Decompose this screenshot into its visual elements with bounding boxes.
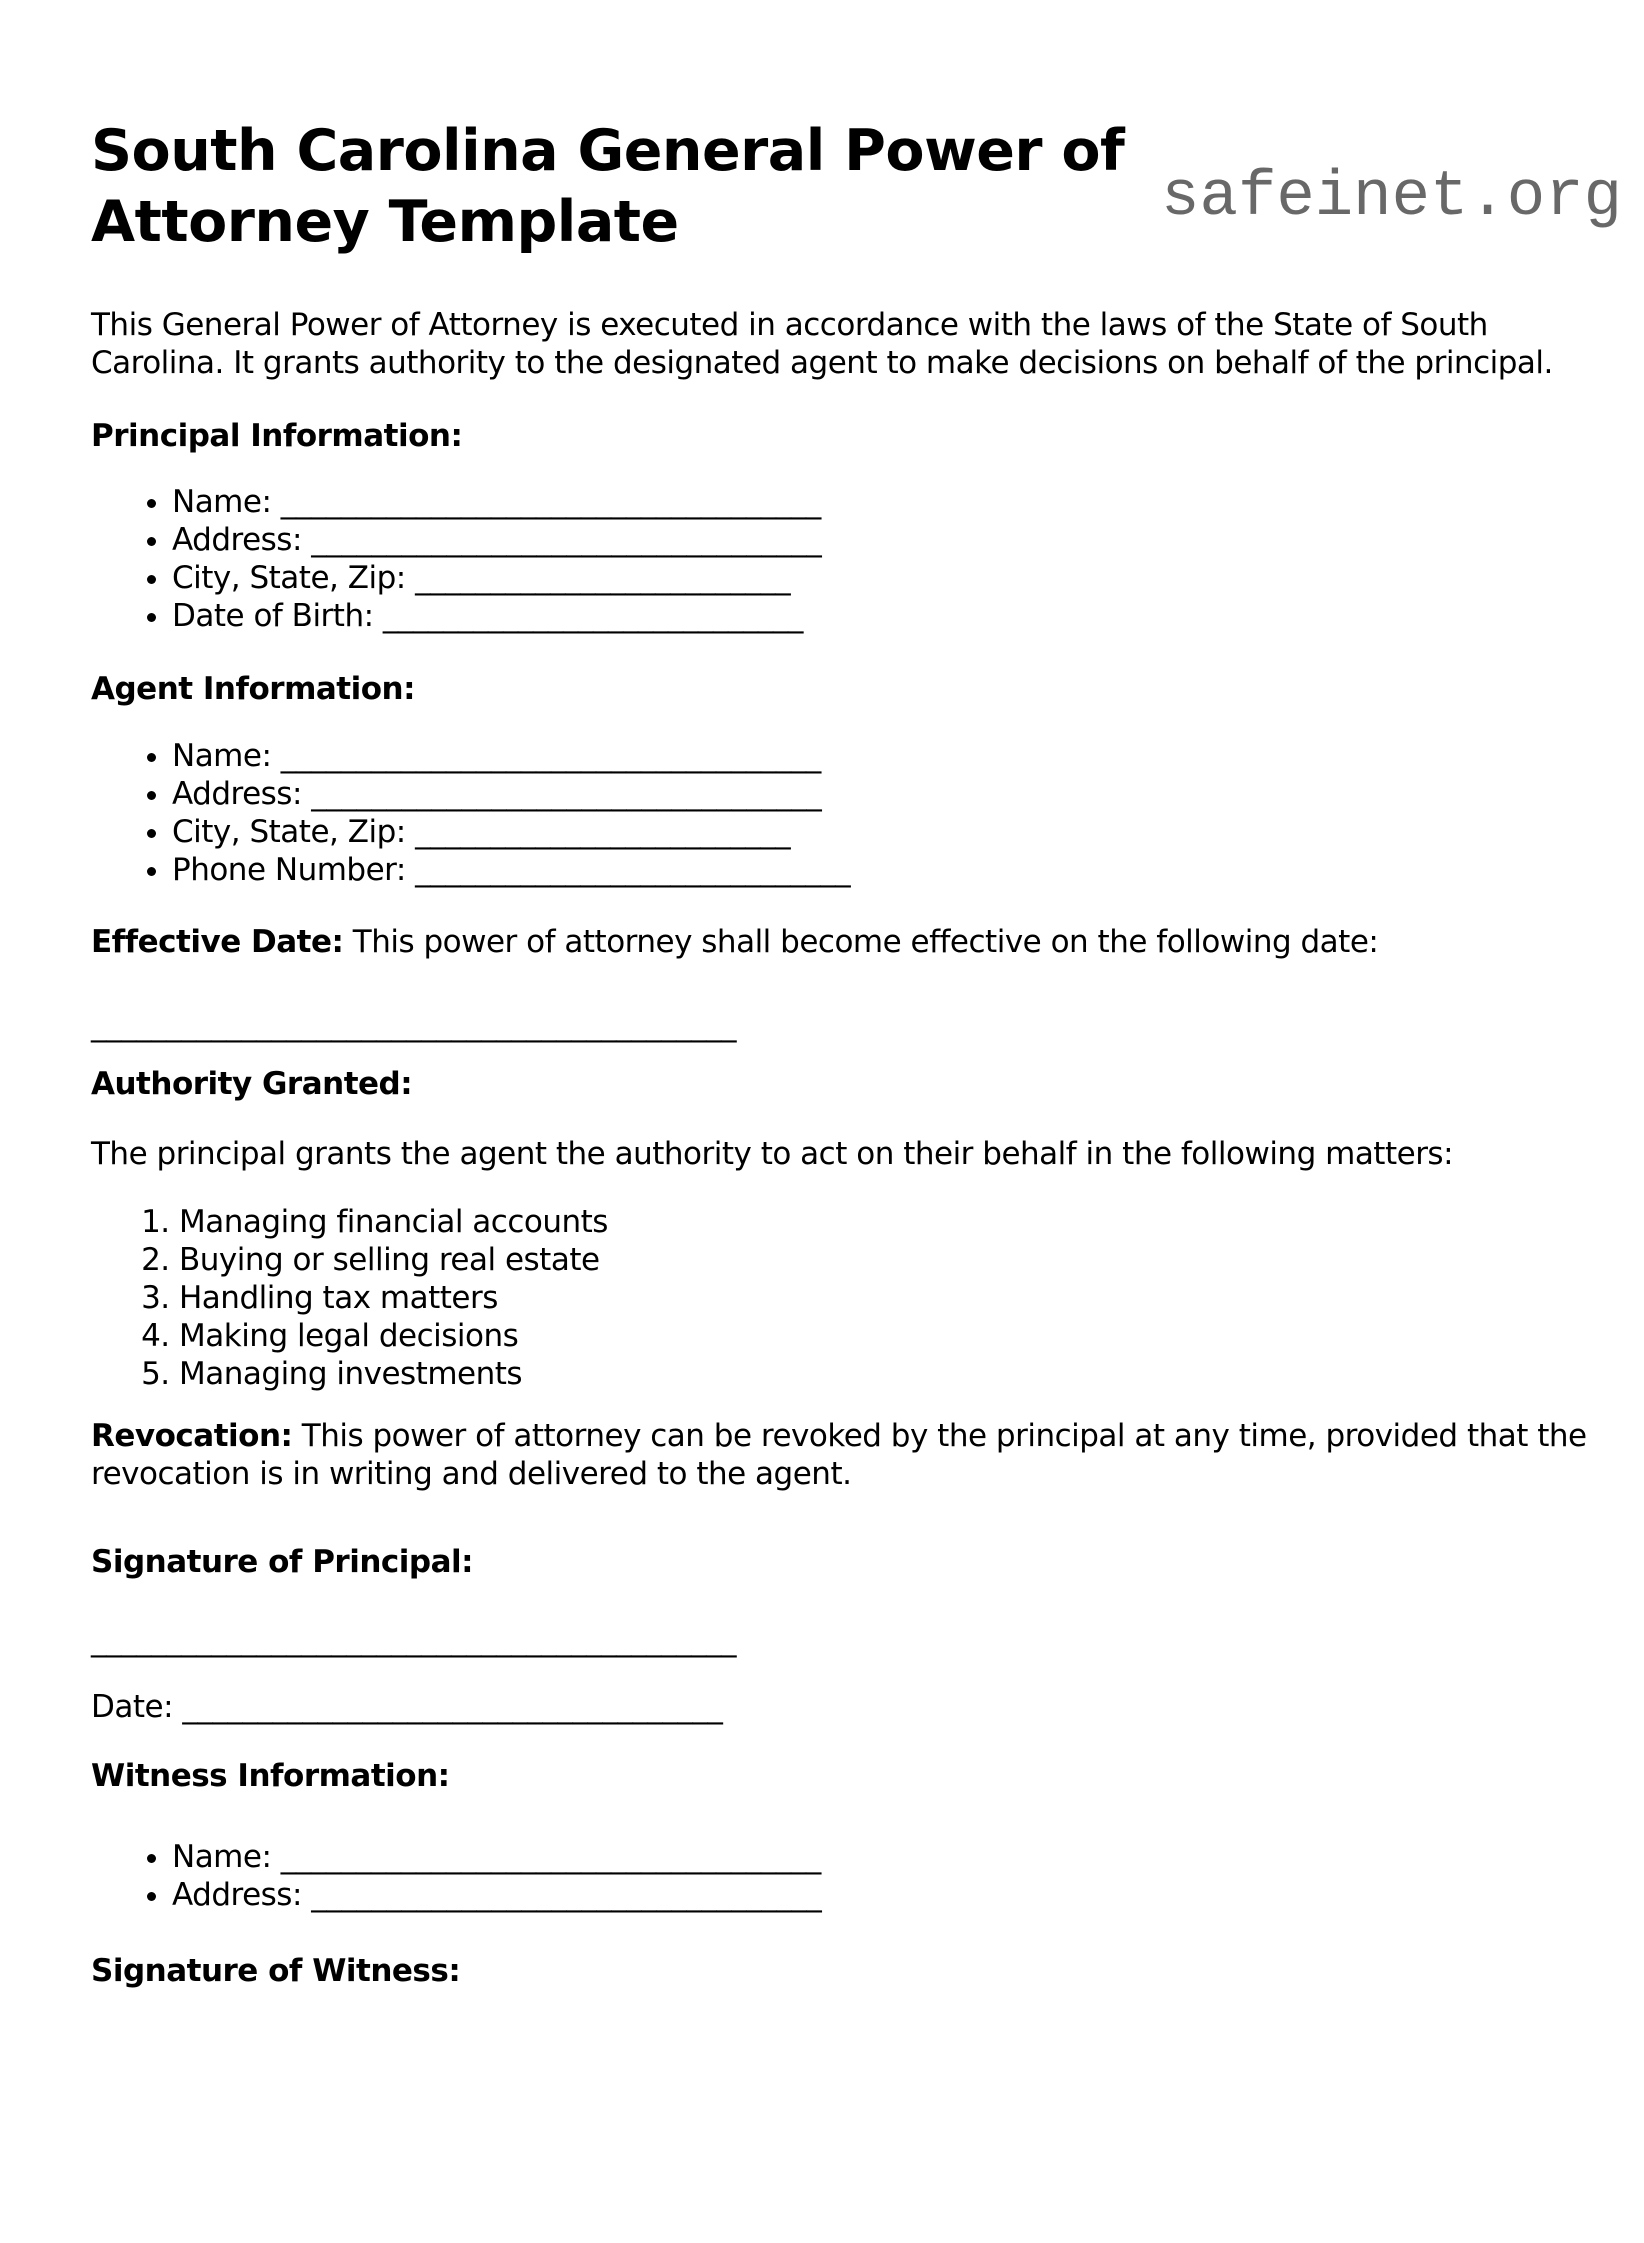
field-label: Name: [172, 1839, 272, 1875]
revocation-text: This power of attorney can be revoked by the principal at any time, provided that the revocation is in writing and delivered to the agent. [91, 1418, 1587, 1492]
field-blank: _________________________ [415, 560, 791, 596]
principal-signature-blank-line: ___________________________________________ [91, 1622, 736, 1658]
field-blank: ____________________________________ [280, 1839, 821, 1875]
revocation-label: Revocation: [91, 1418, 293, 1454]
authority-item: 2. Buying or selling real estate [179, 1241, 1604, 1279]
agent-name-row [172, 737, 1604, 775]
signature-of-principal-heading: Signature of Principal: [91, 1544, 474, 1580]
agent-fields-list [91, 737, 1604, 889]
authority-item: 3. Handling tax matters [179, 1279, 1604, 1317]
agent-phone-number-row [172, 851, 1604, 889]
field-blank: __________________________________ [311, 522, 822, 558]
authority-item: 4. Making legal decisions [179, 1317, 1604, 1355]
field-blank: _____________________________ [415, 852, 851, 888]
field-label: Address: [172, 522, 302, 558]
page-title: South Carolina General Power of Attorney Template [91, 118, 1125, 255]
principal-date-of-birth-row [172, 597, 1604, 635]
date-label: Date: [91, 1689, 174, 1725]
agent-address-row [172, 775, 1604, 813]
field-label: City, State, Zip: [172, 814, 406, 850]
principal-fields-list [91, 483, 1604, 635]
authority-item: 5. Managing investments [179, 1355, 1604, 1393]
field-blank: __________________________________ [311, 1877, 822, 1913]
revocation-paragraph [91, 1417, 1604, 1493]
field-label: Date of Birth: [172, 598, 374, 634]
principal-address-row [172, 521, 1604, 559]
witness-name-row [172, 1838, 1604, 1876]
document-page [0, 116, 1644, 2243]
principal-city-state-zip-row [172, 559, 1604, 597]
effective-date-label: Effective Date: [91, 924, 344, 960]
witness-information-heading: Witness Information: [91, 1758, 450, 1794]
principal-information-heading: Principal Information: [91, 418, 463, 454]
signature-of-witness-heading: Signature of Witness: [91, 1953, 461, 1989]
agent-city-state-zip-row [172, 813, 1604, 851]
witness-address-row [172, 1876, 1604, 1914]
date-blank: ____________________________________ [182, 1689, 723, 1725]
field-blank: _________________________ [415, 814, 791, 850]
witness-fields-list [91, 1838, 1604, 1914]
effective-date-text: This power of attorney shall become effective on the following date: [352, 924, 1379, 960]
field-blank: ____________________________________ [280, 484, 821, 520]
field-label: Name: [172, 484, 272, 520]
field-label: Address: [172, 776, 302, 812]
principal-name-row [172, 483, 1604, 521]
effective-date-paragraph [91, 923, 1604, 961]
field-blank: __________________________________ [311, 776, 822, 812]
field-label: Address: [172, 1877, 302, 1913]
field-blank: ____________________________ [382, 598, 803, 634]
watermark-text: safeinet.org [1161, 162, 1622, 234]
field-label: Name: [172, 738, 272, 774]
agent-information-heading: Agent Information: [91, 671, 415, 707]
authority-items-list [91, 1203, 1604, 1393]
field-label: Phone Number: [172, 852, 406, 888]
intro-paragraph: This General Power of Attorney is executed in accordance with the laws of the State of South Carolina. It grants authority to the designated agent to make decisions on behalf of the principal. [91, 307, 1553, 381]
field-label: City, State, Zip: [172, 560, 406, 596]
principal-signature-date-row [91, 1688, 1604, 1726]
field-blank: ____________________________________ [280, 738, 821, 774]
authority-intro-paragraph: The principal grants the agent the authority to act on their behalf in the following matters: [91, 1136, 1454, 1172]
authority-granted-heading: Authority Granted: [91, 1066, 413, 1102]
authority-item: 1. Managing financial accounts [179, 1203, 1604, 1241]
effective-date-blank-line: ___________________________________________ [91, 1007, 736, 1043]
